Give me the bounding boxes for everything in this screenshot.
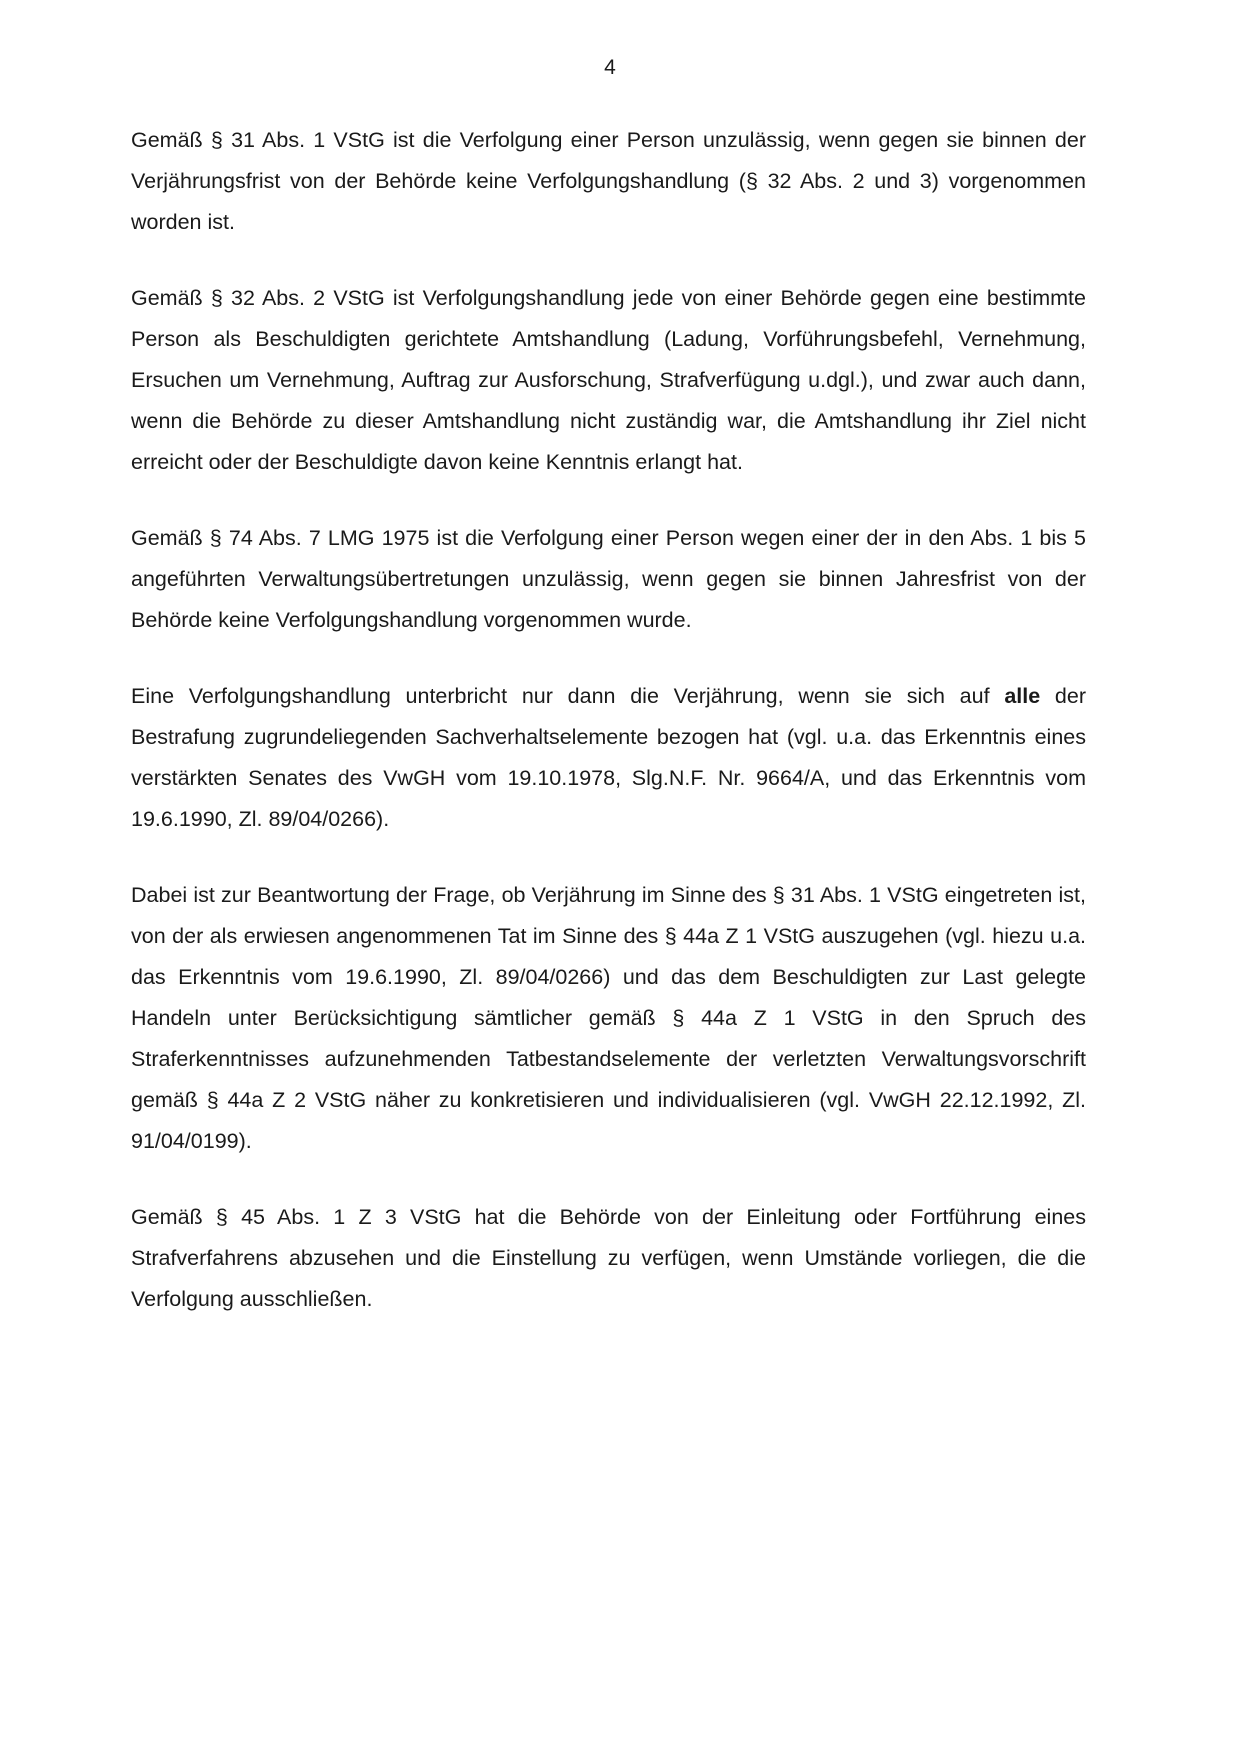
paragraph-4-after: der Bestrafung zugrundeliegenden Sachverhaltselemente bezogen hat (vgl. u.a. das Erkenntnis eines verstärkten Senates des VwGH vom 19.10.1978, Slg.N.F. Nr. 9664/A, und das Erkenntnis vom 19.6.1990, Zl. 89/04/0266). bbox=[131, 684, 1086, 831]
paragraph-4 bbox=[131, 676, 1086, 840]
paragraph-5: Dabei ist zur Beantwortung der Frage, ob Verjährung im Sinne des § 31 Abs. 1 VStG eingetreten ist, von der als erwiesen angenommenen Tat im Sinne des § 44a Z 1 VStG auszugehen (vgl. hiezu u.a. das Erkenntnis vom 19.6.1990, Zl. 89/04/0266) und das dem Beschuldigten zur Last gelegte Handeln unter Berücksichtigung sämtlicher gemäß § 44a Z 1 VStG in den Spruch des Straferkenntnisses aufzunehmenden Tatbestandselemente der verletzten Verwaltungsvorschrift gemäß § 44a Z 2 VStG näher zu konkretisieren und individualisieren (vgl. VwGH 22.12.1992, Zl. 91/04/0199). bbox=[131, 883, 1086, 1153]
document-body bbox=[131, 120, 1086, 1355]
paragraph-3: Gemäß § 74 Abs. 7 LMG 1975 ist die Verfolgung einer Person wegen einer der in den Abs. 1 bis 5 angeführten Verwaltungsübertretungen unzulässig, wenn gegen sie binnen Jahresfrist von der Behörde keine Verfolgungshandlung vorgenommen wurde. bbox=[131, 526, 1086, 632]
paragraph-4-bold: alle bbox=[1004, 684, 1041, 708]
paragraph-6: Gemäß § 45 Abs. 1 Z 3 VStG hat die Behörde von der Einleitung oder Fortführung eines Strafverfahrens abzusehen und die Einstellung zu verfügen, wenn Umstände vorliegen, die die Verfolgung ausschließen. bbox=[131, 1205, 1086, 1311]
page-number: 4 bbox=[604, 56, 616, 79]
paragraph-4-before: Eine Verfolgungshandlung unterbricht nur dann die Verjährung, wenn sie sich auf bbox=[131, 684, 1005, 708]
paragraph-2: Gemäß § 32 Abs. 2 VStG ist Verfolgungshandlung jede von einer Behörde gegen eine bestimmte Person als Beschuldigten gerichtete Amtshandlung (Ladung, Vorführungsbefehl, Vernehmung, Ersuchen um Vernehmung, Auftrag zur Ausforschung, Strafverfügung u.dgl.), und zwar auch dann, wenn die Behörde zu dieser Amtshandlung nicht zuständig war, die Amtshandlung ihr Ziel nicht erreicht oder der Beschuldigte davon keine Kenntnis erlangt hat. bbox=[131, 286, 1086, 474]
paragraph-1: Gemäß § 31 Abs. 1 VStG ist die Verfolgung einer Person unzulässig, wenn gegen sie binnen der Verjährungsfrist von der Behörde keine Verfolgungshandlung (§ 32 Abs. 2 und 3) vorgenommen worden ist. bbox=[131, 128, 1086, 234]
